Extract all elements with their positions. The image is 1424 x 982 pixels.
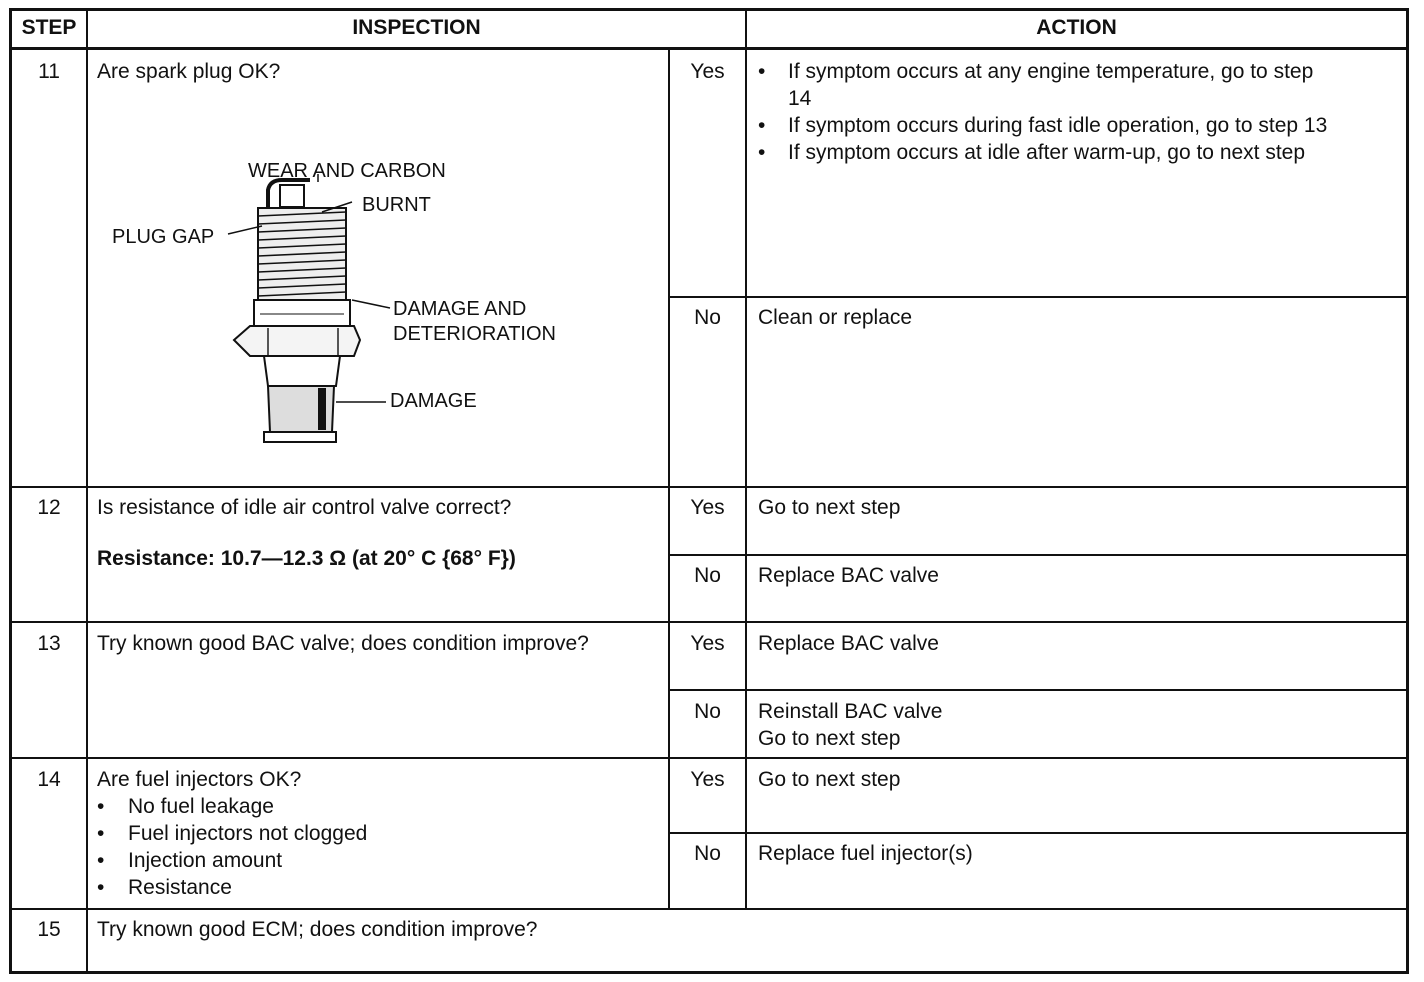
label-damage: DAMAGE bbox=[390, 390, 477, 412]
no-label: No bbox=[694, 700, 721, 723]
action-text: Reinstall BAC valve bbox=[758, 700, 943, 723]
action-text: If symptom occurs during fast idle operation, go to step 13 bbox=[788, 114, 1328, 137]
no-label: No bbox=[694, 842, 721, 865]
row-divider-11-12 bbox=[9, 486, 1409, 488]
table-border-right bbox=[1406, 8, 1409, 974]
action-text: If symptom occurs at idle after warm-up, go to next step bbox=[788, 141, 1306, 164]
header-divider bbox=[9, 47, 1409, 50]
step-number: 15 bbox=[37, 918, 61, 941]
bullet-icon: • bbox=[758, 60, 766, 83]
subdivider-12 bbox=[668, 554, 1409, 556]
col-divider-yesno-right bbox=[745, 48, 747, 910]
header-action: ACTION bbox=[1036, 16, 1117, 39]
inspection-bullet bbox=[97, 847, 282, 874]
step-number: 11 bbox=[38, 60, 60, 83]
table-border-bottom bbox=[9, 971, 1409, 974]
inspection-bullet bbox=[97, 820, 367, 847]
header-step: STEP bbox=[21, 16, 77, 39]
inspection-bullet bbox=[97, 793, 274, 820]
label-deterioration: DETERIORATION bbox=[393, 323, 556, 345]
no-label: No bbox=[694, 564, 721, 587]
action-text: If symptom occurs at any engine temperature, go to step bbox=[788, 60, 1314, 83]
row-divider-13-14 bbox=[9, 757, 1409, 759]
action-text: Replace BAC valve bbox=[758, 564, 939, 587]
action-text: Go to next step bbox=[758, 727, 901, 750]
yes-label: Yes bbox=[690, 496, 725, 519]
label-burnt: BURNT bbox=[362, 194, 431, 216]
yes-label: Yes bbox=[690, 60, 725, 83]
subdivider-11 bbox=[668, 296, 1409, 298]
step-number: 14 bbox=[37, 768, 61, 791]
action-text: Go to next step bbox=[758, 768, 901, 791]
no-label: No bbox=[694, 306, 721, 329]
action-text: 14 bbox=[788, 87, 812, 110]
header-inspection: INSPECTION bbox=[352, 16, 481, 39]
inspection-question: Are spark plug OK? bbox=[97, 60, 281, 83]
label-plug-gap: PLUG GAP bbox=[112, 226, 215, 248]
bullet-icon: • bbox=[758, 141, 766, 164]
bullet-icon: • bbox=[97, 876, 105, 899]
action-text: Replace fuel injector(s) bbox=[758, 842, 973, 865]
bullet-text: Fuel injectors not clogged bbox=[128, 822, 368, 845]
label-damage-and: DAMAGE AND bbox=[393, 298, 527, 320]
label-wear-and-carbon: WEAR AND CARBON bbox=[248, 160, 446, 182]
table-border-top bbox=[9, 8, 1409, 11]
inspection-question: Is resistance of idle air control valve correct? bbox=[97, 496, 512, 519]
bullet-icon: • bbox=[97, 795, 105, 818]
table-border-left bbox=[9, 8, 12, 974]
col-divider-step bbox=[86, 8, 88, 974]
yes-label: Yes bbox=[690, 632, 725, 655]
spark-plug-figure bbox=[100, 150, 580, 450]
subdivider-14 bbox=[668, 832, 1409, 834]
yes-label: Yes bbox=[690, 768, 725, 791]
bullet-text: Injection amount bbox=[128, 849, 283, 872]
action-text: Go to next step bbox=[758, 496, 901, 519]
resistance-spec: Resistance: 10.7—12.3 Ω (at 20° C {68° F}) bbox=[97, 547, 516, 570]
bullet-text: Resistance bbox=[128, 876, 232, 899]
bullet-icon: • bbox=[97, 849, 105, 872]
action-text: Clean or replace bbox=[758, 306, 913, 329]
bullet-icon: • bbox=[97, 822, 105, 845]
inspection-question: Try known good BAC valve; does condition improve? bbox=[97, 632, 589, 655]
bullet-icon: • bbox=[758, 114, 766, 137]
subdivider-13 bbox=[668, 689, 1409, 691]
action-item bbox=[758, 58, 1398, 112]
action-text: Replace BAC valve bbox=[758, 632, 939, 655]
row-divider-14-15 bbox=[9, 908, 1409, 910]
bullet-text: No fuel leakage bbox=[128, 795, 274, 818]
step-number: 13 bbox=[37, 632, 61, 655]
row-divider-12-13 bbox=[9, 621, 1409, 623]
inspection-question: Try known good ECM; does condition improve? bbox=[97, 918, 538, 941]
step-number: 12 bbox=[37, 496, 61, 519]
inspection-question: Are fuel injectors OK? bbox=[97, 768, 302, 791]
action-item bbox=[758, 139, 1398, 166]
inspection-bullet bbox=[97, 874, 232, 901]
action-item bbox=[758, 112, 1398, 139]
